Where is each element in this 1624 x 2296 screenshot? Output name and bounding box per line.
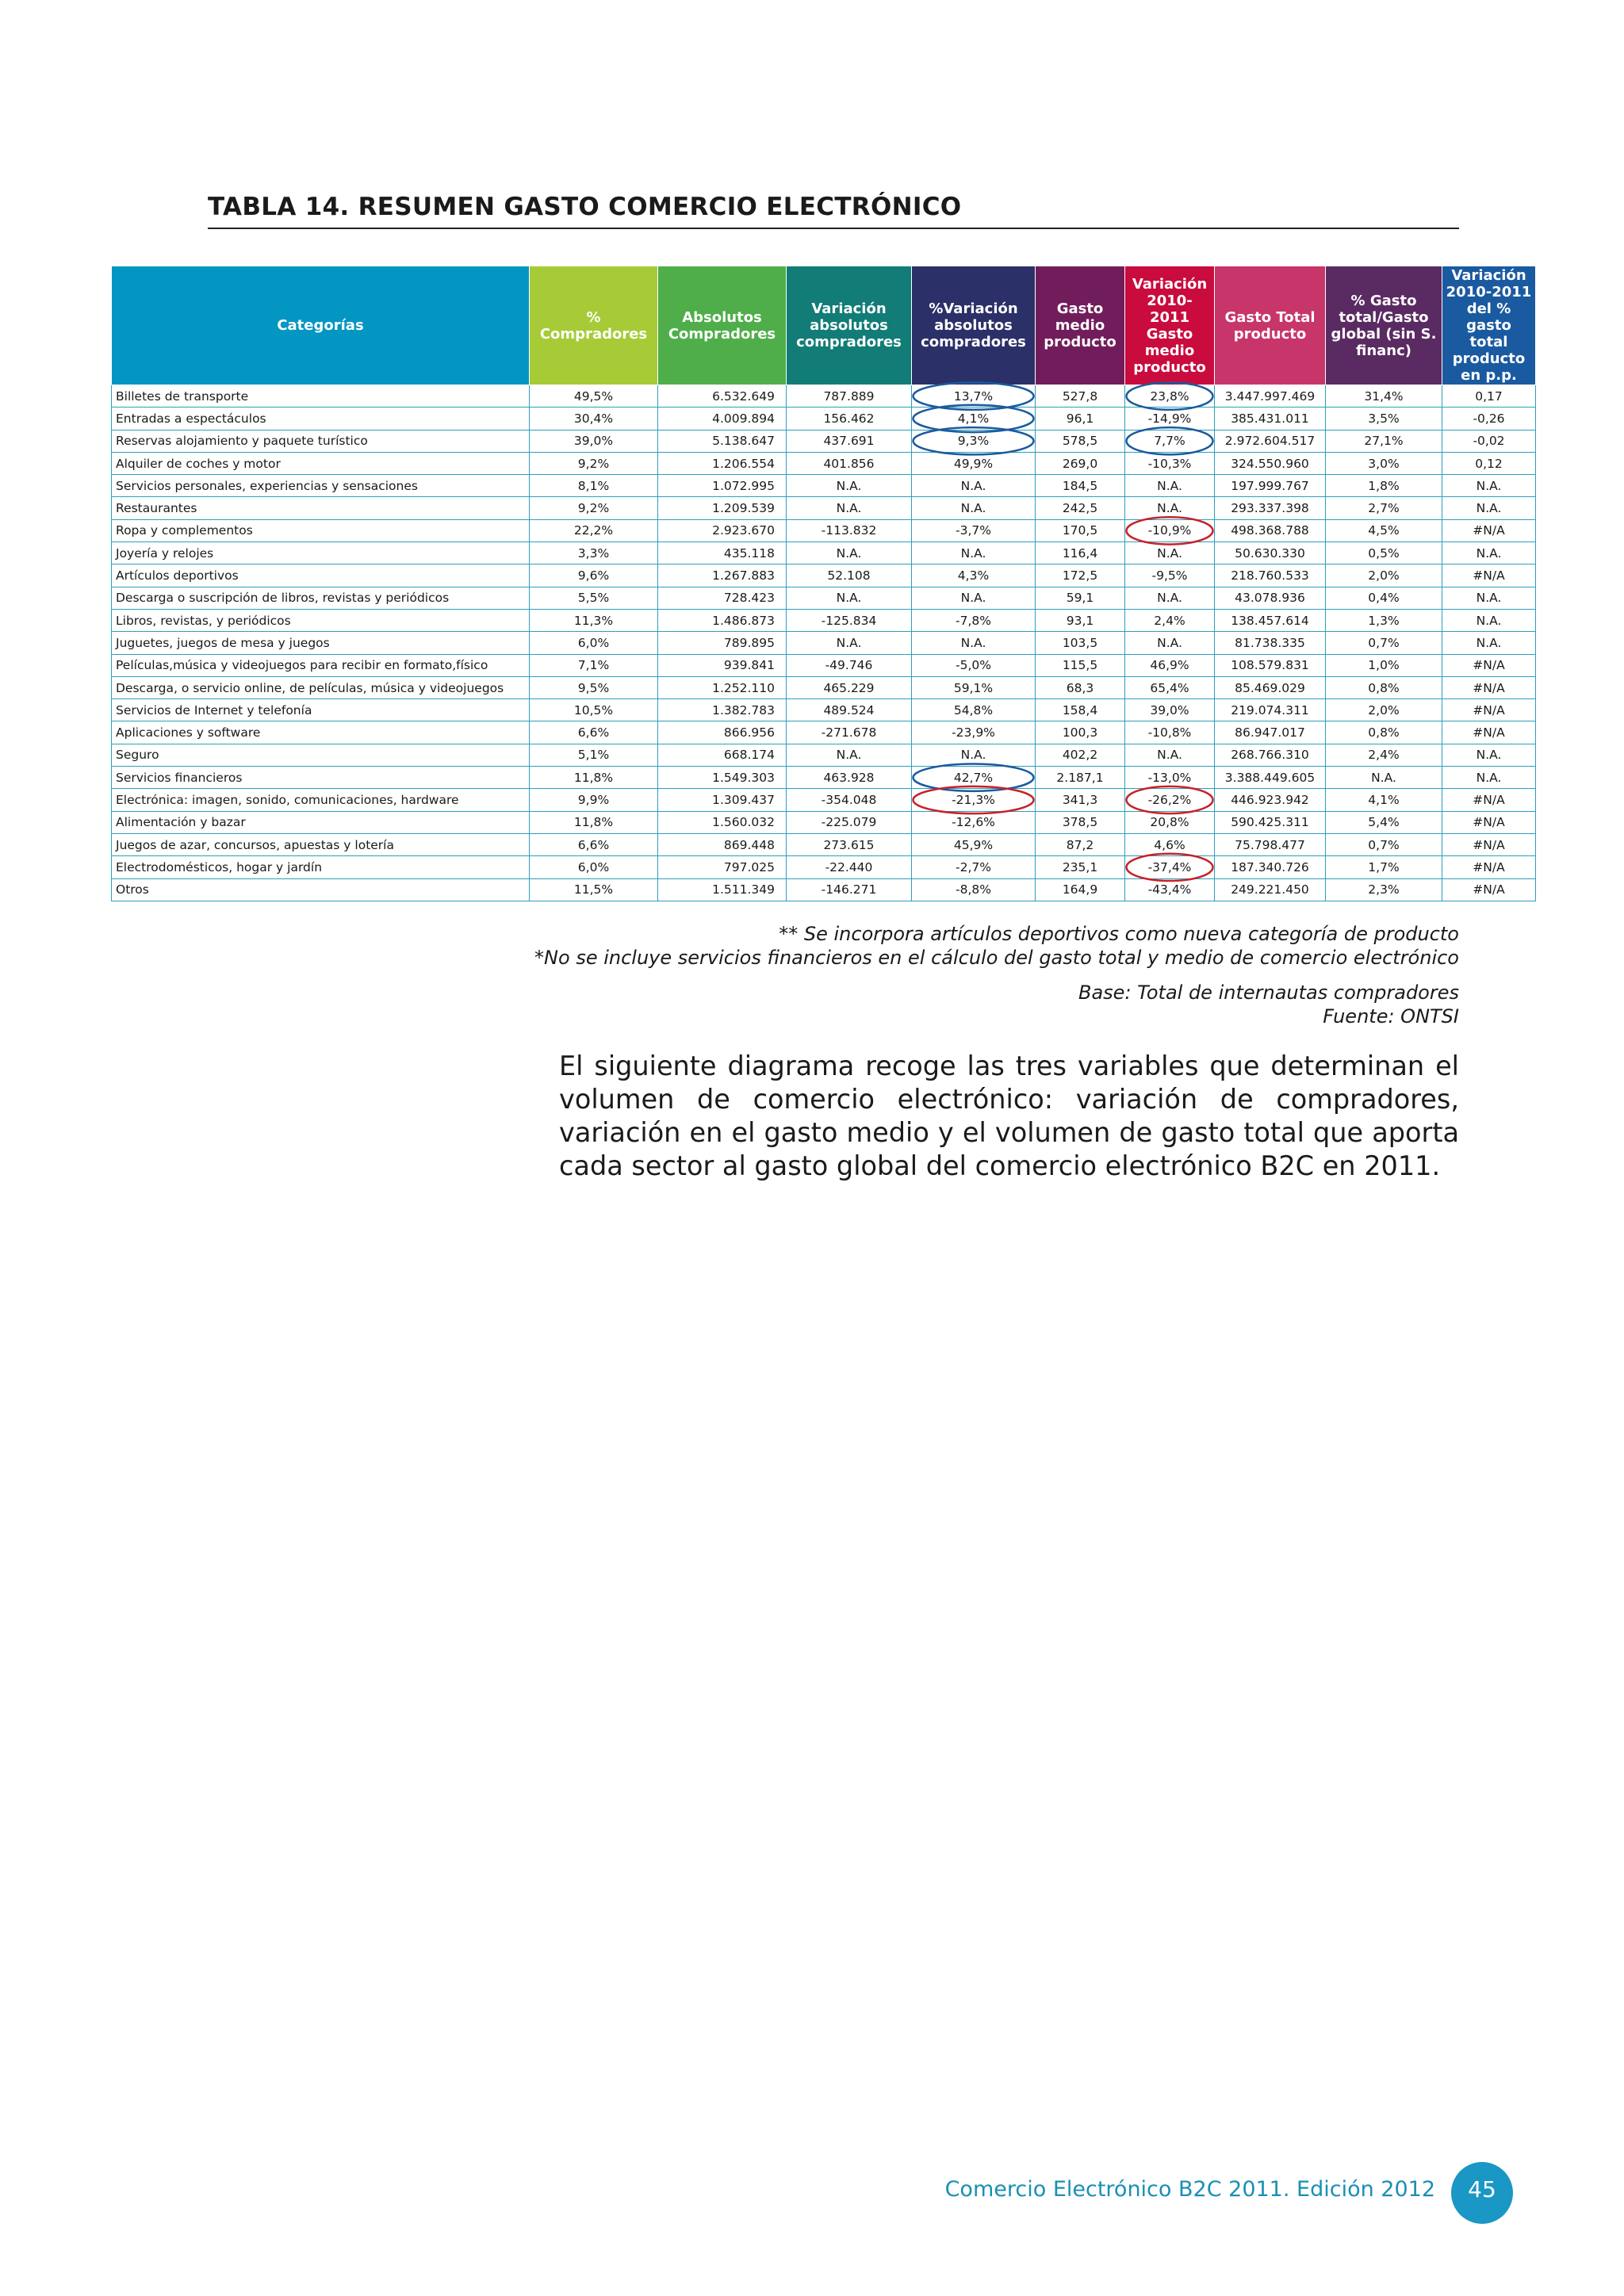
- row-cell: 0,4%: [1326, 587, 1442, 609]
- row-cell: 939.841: [658, 654, 787, 676]
- note-servicios-financieros: *No se incluye servicios financieros en el cálculo del gasto total y medio de comercio electrónico: [534, 947, 1459, 969]
- row-category: Películas,música y videojuegos para recibir en formato,físico: [112, 654, 530, 676]
- row-cell: 11,8%: [530, 767, 658, 789]
- row-cell: N.A.: [1442, 632, 1536, 654]
- row-category: Juguetes, juegos de mesa y juegos: [112, 632, 530, 654]
- row-cell: 0,7%: [1326, 833, 1442, 855]
- row-cell: 3,0%: [1326, 452, 1442, 474]
- row-cell: 3.388.449.605: [1215, 767, 1326, 789]
- row-cell: 578,5: [1036, 430, 1125, 452]
- row-cell: 219.074.311: [1215, 699, 1326, 721]
- row-cell: 59,1%: [912, 676, 1036, 698]
- row-cell: 8,1%: [530, 475, 658, 497]
- row-cell: 184,5: [1036, 475, 1125, 497]
- row-cell: 9,3%: [912, 430, 1036, 452]
- row-cell: -49.746: [787, 654, 912, 676]
- table-row: [112, 811, 1536, 833]
- row-cell: 10,5%: [530, 699, 658, 721]
- row-cell: 0,5%: [1326, 542, 1442, 564]
- row-cell: -0,26: [1442, 408, 1536, 430]
- row-cell: 42,7%: [912, 767, 1036, 789]
- row-cell: 5,5%: [530, 587, 658, 609]
- row-cell: 1.267.883: [658, 564, 787, 587]
- row-category: Entradas a espectáculos: [112, 408, 530, 430]
- row-category: Aplicaciones y software: [112, 721, 530, 744]
- row-cell: N.A.: [1442, 744, 1536, 766]
- row-cell: 1.309.437: [658, 789, 787, 811]
- row-cell: 293.337.398: [1215, 497, 1326, 519]
- row-cell: 4,1%: [1326, 789, 1442, 811]
- row-cell: 6.532.649: [658, 385, 787, 408]
- row-cell: 9,9%: [530, 789, 658, 811]
- row-cell: 1,8%: [1326, 475, 1442, 497]
- row-cell: 187.340.726: [1215, 856, 1326, 878]
- page-number: 45: [1451, 2162, 1513, 2224]
- row-cell: -23,9%: [912, 721, 1036, 744]
- row-cell: 68,3: [1036, 676, 1125, 698]
- row-cell: 9,6%: [530, 564, 658, 587]
- row-cell: -146.271: [787, 878, 912, 901]
- row-cell: 0,17: [1442, 385, 1536, 408]
- row-cell: 1.382.783: [658, 699, 787, 721]
- row-cell: 249.221.450: [1215, 878, 1326, 901]
- row-cell: 96,1: [1036, 408, 1125, 430]
- row-category: Alimentación y bazar: [112, 811, 530, 833]
- row-cell: #N/A: [1442, 721, 1536, 744]
- row-cell: N.A.: [1442, 609, 1536, 631]
- note-articulos-deportivos: ** Se incorpora artículos deportivos como nueva categoría de producto: [779, 923, 1459, 945]
- row-category: Joyería y relojes: [112, 542, 530, 564]
- row-cell: 4,5%: [1326, 519, 1442, 541]
- row-cell: -0,02: [1442, 430, 1536, 452]
- row-cell: 3,3%: [530, 542, 658, 564]
- row-cell: 2,3%: [1326, 878, 1442, 901]
- table-row: [112, 654, 1536, 676]
- table-row: [112, 475, 1536, 497]
- row-cell: 87,2: [1036, 833, 1125, 855]
- row-cell: 65,4%: [1125, 676, 1215, 698]
- row-cell: N.A.: [787, 542, 912, 564]
- row-cell: 103,5: [1036, 632, 1125, 654]
- row-cell: -22.440: [787, 856, 912, 878]
- row-cell: 170,5: [1036, 519, 1125, 541]
- row-cell: 6,6%: [530, 833, 658, 855]
- row-cell: 3,5%: [1326, 408, 1442, 430]
- row-cell: 7,7%: [1125, 430, 1215, 452]
- row-category: Libros, revistas, y periódicos: [112, 609, 530, 631]
- table-row: [112, 744, 1536, 766]
- row-cell: 324.550.960: [1215, 452, 1326, 474]
- row-cell: 158,4: [1036, 699, 1125, 721]
- row-cell: #N/A: [1442, 519, 1536, 541]
- row-cell: 1.206.554: [658, 452, 787, 474]
- row-cell: N.A.: [787, 744, 912, 766]
- row-cell: -7,8%: [912, 609, 1036, 631]
- row-cell: 787.889: [787, 385, 912, 408]
- row-cell: -3,7%: [912, 519, 1036, 541]
- header-gasto-medio: Gasto medio producto: [1036, 266, 1125, 385]
- row-cell: 498.368.788: [1215, 519, 1326, 541]
- row-cell: N.A.: [912, 475, 1036, 497]
- row-cell: -10,8%: [1125, 721, 1215, 744]
- row-cell: 437.691: [787, 430, 912, 452]
- table-row: [112, 789, 1536, 811]
- row-cell: N.A.: [787, 632, 912, 654]
- row-cell: 269,0: [1036, 452, 1125, 474]
- row-cell: 2.187,1: [1036, 767, 1125, 789]
- row-cell: N.A.: [1125, 497, 1215, 519]
- row-cell: 273.615: [787, 833, 912, 855]
- row-cell: 4.009.894: [658, 408, 787, 430]
- row-cell: 6,0%: [530, 632, 658, 654]
- row-cell: 31,4%: [1326, 385, 1442, 408]
- row-cell: 590.425.311: [1215, 811, 1326, 833]
- row-category: Otros: [112, 878, 530, 901]
- row-cell: 2,0%: [1326, 699, 1442, 721]
- header-variacion-absolutos: Variación absolutos compradores: [787, 266, 912, 385]
- header-gasto-total: Gasto Total producto: [1215, 266, 1326, 385]
- row-cell: 0,12: [1442, 452, 1536, 474]
- row-cell: 11,3%: [530, 609, 658, 631]
- row-cell: 465.229: [787, 676, 912, 698]
- header-pct-compradores: % Compradores: [530, 266, 658, 385]
- row-cell: 2,4%: [1125, 609, 1215, 631]
- row-cell: 341,3: [1036, 789, 1125, 811]
- row-cell: 13,7%: [912, 385, 1036, 408]
- row-cell: 1.511.349: [658, 878, 787, 901]
- row-cell: 116,4: [1036, 542, 1125, 564]
- row-cell: -13,0%: [1125, 767, 1215, 789]
- row-cell: N.A.: [787, 497, 912, 519]
- row-cell: 1.209.539: [658, 497, 787, 519]
- row-cell: 789.895: [658, 632, 787, 654]
- row-cell: 869.448: [658, 833, 787, 855]
- row-category: Alquiler de coches y motor: [112, 452, 530, 474]
- row-cell: 52.108: [787, 564, 912, 587]
- row-cell: N.A.: [912, 542, 1036, 564]
- row-category: Electrónica: imagen, sonido, comunicaciones, hardware: [112, 789, 530, 811]
- row-cell: #N/A: [1442, 789, 1536, 811]
- table-title: TABLA 14. RESUMEN GASTO COMERCIO ELECTRÓNICO: [208, 193, 1459, 229]
- row-cell: 0,8%: [1326, 676, 1442, 698]
- row-cell: -225.079: [787, 811, 912, 833]
- row-cell: 0,8%: [1326, 721, 1442, 744]
- row-cell: 0,7%: [1326, 632, 1442, 654]
- row-cell: 446.923.942: [1215, 789, 1326, 811]
- row-cell: N.A.: [1326, 767, 1442, 789]
- row-cell: 218.760.533: [1215, 564, 1326, 587]
- row-cell: #N/A: [1442, 699, 1536, 721]
- row-cell: 268.766.310: [1215, 744, 1326, 766]
- table-row: [112, 699, 1536, 721]
- table-row: [112, 833, 1536, 855]
- row-cell: -354.048: [787, 789, 912, 811]
- row-cell: 2,0%: [1326, 564, 1442, 587]
- row-cell: 100,3: [1036, 721, 1125, 744]
- row-cell: N.A.: [1125, 632, 1215, 654]
- table-row: [112, 542, 1536, 564]
- table-row: [112, 430, 1536, 452]
- row-cell: 164,9: [1036, 878, 1125, 901]
- row-cell: 85.469.029: [1215, 676, 1326, 698]
- row-category: Billetes de transporte: [112, 385, 530, 408]
- table-row: [112, 767, 1536, 789]
- row-cell: 54,8%: [912, 699, 1036, 721]
- row-cell: 138.457.614: [1215, 609, 1326, 631]
- note-base: Base: Total de internautas compradores: [1078, 982, 1459, 1004]
- row-cell: -10,3%: [1125, 452, 1215, 474]
- row-cell: N.A.: [912, 632, 1036, 654]
- table-row: [112, 632, 1536, 654]
- row-cell: 5.138.647: [658, 430, 787, 452]
- row-cell: 108.579.831: [1215, 654, 1326, 676]
- row-cell: -43,4%: [1125, 878, 1215, 901]
- header-pct-variacion-absolutos: %Variación absolutos compradores: [912, 266, 1036, 385]
- note-fuente: Fuente: ONTSI: [1323, 1005, 1459, 1027]
- row-category: Seguro: [112, 744, 530, 766]
- row-cell: 50.630.330: [1215, 542, 1326, 564]
- row-cell: N.A.: [1442, 767, 1536, 789]
- row-cell: 172,5: [1036, 564, 1125, 587]
- row-category: Descarga, o servicio online, de películas, música y videojuegos: [112, 676, 530, 698]
- row-cell: 402,2: [1036, 744, 1125, 766]
- row-cell: 5,4%: [1326, 811, 1442, 833]
- row-cell: 46,9%: [1125, 654, 1215, 676]
- row-cell: 5,1%: [530, 744, 658, 766]
- row-cell: 1.072.995: [658, 475, 787, 497]
- table-row: [112, 519, 1536, 541]
- row-cell: #N/A: [1442, 833, 1536, 855]
- row-cell: 4,6%: [1125, 833, 1215, 855]
- row-cell: N.A.: [1125, 744, 1215, 766]
- row-cell: -37,4%: [1125, 856, 1215, 878]
- table-body: [112, 385, 1536, 901]
- row-cell: N.A.: [1442, 587, 1536, 609]
- row-cell: N.A.: [1125, 587, 1215, 609]
- row-cell: N.A.: [912, 744, 1036, 766]
- row-cell: -125.834: [787, 609, 912, 631]
- row-cell: 435.118: [658, 542, 787, 564]
- row-cell: 3.447.997.469: [1215, 385, 1326, 408]
- row-cell: -9,5%: [1125, 564, 1215, 587]
- table-row: [112, 408, 1536, 430]
- row-cell: #N/A: [1442, 676, 1536, 698]
- row-category: Servicios de Internet y telefonía: [112, 699, 530, 721]
- row-category: Restaurantes: [112, 497, 530, 519]
- row-cell: -271.678: [787, 721, 912, 744]
- row-cell: 7,1%: [530, 654, 658, 676]
- table-header-row: [112, 266, 1536, 385]
- table-row: [112, 452, 1536, 474]
- row-cell: 6,0%: [530, 856, 658, 878]
- row-cell: 156.462: [787, 408, 912, 430]
- row-cell: N.A.: [1125, 475, 1215, 497]
- row-cell: 1,3%: [1326, 609, 1442, 631]
- row-category: Artículos deportivos: [112, 564, 530, 587]
- row-cell: 11,8%: [530, 811, 658, 833]
- row-cell: 866.956: [658, 721, 787, 744]
- row-cell: -10,9%: [1125, 519, 1215, 541]
- row-cell: 20,8%: [1125, 811, 1215, 833]
- row-cell: 45,9%: [912, 833, 1036, 855]
- row-cell: 49,5%: [530, 385, 658, 408]
- row-cell: 81.738.335: [1215, 632, 1326, 654]
- header-variacion-gasto-medio: Variación 2010-2011 Gasto medio producto: [1125, 266, 1215, 385]
- row-cell: N.A.: [1125, 542, 1215, 564]
- row-cell: N.A.: [912, 587, 1036, 609]
- row-cell: 1.549.303: [658, 767, 787, 789]
- row-cell: 797.025: [658, 856, 787, 878]
- row-cell: N.A.: [1442, 475, 1536, 497]
- header-absolutos-compradores: Absolutos Compradores: [658, 266, 787, 385]
- row-cell: 2.972.604.517: [1215, 430, 1326, 452]
- row-cell: 9,2%: [530, 497, 658, 519]
- row-cell: 39,0%: [1125, 699, 1215, 721]
- row-category: Ropa y complementos: [112, 519, 530, 541]
- row-cell: -26,2%: [1125, 789, 1215, 811]
- row-cell: 378,5: [1036, 811, 1125, 833]
- row-cell: 49,9%: [912, 452, 1036, 474]
- row-cell: 93,1: [1036, 609, 1125, 631]
- footer-title: Comercio Electrónico B2C 2011. Edición 2012: [944, 2177, 1435, 2202]
- row-cell: -8,8%: [912, 878, 1036, 901]
- table-row: [112, 856, 1536, 878]
- table-row: [112, 721, 1536, 744]
- table-row: [112, 587, 1536, 609]
- row-category: Juegos de azar, concursos, apuestas y lotería: [112, 833, 530, 855]
- row-cell: 1,7%: [1326, 856, 1442, 878]
- row-cell: 9,2%: [530, 452, 658, 474]
- row-cell: 235,1: [1036, 856, 1125, 878]
- row-category: Electrodomésticos, hogar y jardín: [112, 856, 530, 878]
- row-cell: 23,8%: [1125, 385, 1215, 408]
- row-cell: 43.078.936: [1215, 587, 1326, 609]
- row-category: Reservas alojamiento y paquete turístico: [112, 430, 530, 452]
- table-row: [112, 878, 1536, 901]
- table-row: [112, 609, 1536, 631]
- row-cell: -14,9%: [1125, 408, 1215, 430]
- row-cell: 30,4%: [530, 408, 658, 430]
- row-cell: 39,0%: [530, 430, 658, 452]
- row-cell: 385.431.011: [1215, 408, 1326, 430]
- header-categorias: Categorías: [112, 266, 530, 385]
- row-cell: 27,1%: [1326, 430, 1442, 452]
- row-cell: 242,5: [1036, 497, 1125, 519]
- row-cell: 4,3%: [912, 564, 1036, 587]
- row-cell: 2.923.670: [658, 519, 787, 541]
- table-row: [112, 497, 1536, 519]
- header-pct-gasto-global: % Gasto total/Gasto global (sin S. financ): [1326, 266, 1442, 385]
- row-cell: 527,8: [1036, 385, 1125, 408]
- row-cell: #N/A: [1442, 878, 1536, 901]
- row-cell: 1,0%: [1326, 654, 1442, 676]
- row-cell: 668.174: [658, 744, 787, 766]
- row-cell: #N/A: [1442, 654, 1536, 676]
- row-cell: 22,2%: [530, 519, 658, 541]
- row-cell: 2,4%: [1326, 744, 1442, 766]
- row-cell: 1.560.032: [658, 811, 787, 833]
- row-cell: 4,1%: [912, 408, 1036, 430]
- row-cell: 2,7%: [1326, 497, 1442, 519]
- row-cell: 489.524: [787, 699, 912, 721]
- row-cell: #N/A: [1442, 811, 1536, 833]
- row-cell: 75.798.477: [1215, 833, 1326, 855]
- row-cell: N.A.: [1442, 497, 1536, 519]
- header-variacion-pp: Variación 2010-2011 del % gasto total producto en p.p.: [1442, 266, 1536, 385]
- table-row: [112, 676, 1536, 698]
- row-cell: -5,0%: [912, 654, 1036, 676]
- row-cell: -12,6%: [912, 811, 1036, 833]
- table-notes: [444, 922, 1459, 1028]
- row-cell: -2,7%: [912, 856, 1036, 878]
- table-row: [112, 564, 1536, 587]
- row-cell: 463.928: [787, 767, 912, 789]
- row-cell: N.A.: [787, 475, 912, 497]
- row-category: Servicios personales, experiencias y sensaciones: [112, 475, 530, 497]
- body-paragraph: El siguiente diagrama recoge las tres variables que determinan el volumen de comercio electrónico: variación de compradores, variación en el gasto medio y el volumen de gasto total que aporta cada sector al gasto global del comercio electrónico B2C en 2011.: [559, 1050, 1459, 1181]
- row-category: Servicios financieros: [112, 767, 530, 789]
- row-cell: 197.999.767: [1215, 475, 1326, 497]
- row-cell: 1.486.873: [658, 609, 787, 631]
- row-cell: 11,5%: [530, 878, 658, 901]
- row-cell: N.A.: [912, 497, 1036, 519]
- row-cell: -21,3%: [912, 789, 1036, 811]
- row-cell: N.A.: [787, 587, 912, 609]
- row-category: Descarga o suscripción de libros, revistas y periódicos: [112, 587, 530, 609]
- row-cell: 59,1: [1036, 587, 1125, 609]
- row-cell: 401.856: [787, 452, 912, 474]
- row-cell: 1.252.110: [658, 676, 787, 698]
- row-cell: 115,5: [1036, 654, 1125, 676]
- row-cell: 728.423: [658, 587, 787, 609]
- row-cell: #N/A: [1442, 564, 1536, 587]
- row-cell: #N/A: [1442, 856, 1536, 878]
- table-row: [112, 385, 1536, 408]
- row-cell: 9,5%: [530, 676, 658, 698]
- row-cell: N.A.: [1442, 542, 1536, 564]
- row-cell: 6,6%: [530, 721, 658, 744]
- row-cell: 86.947.017: [1215, 721, 1326, 744]
- row-cell: -113.832: [787, 519, 912, 541]
- summary-table: [111, 266, 1536, 901]
